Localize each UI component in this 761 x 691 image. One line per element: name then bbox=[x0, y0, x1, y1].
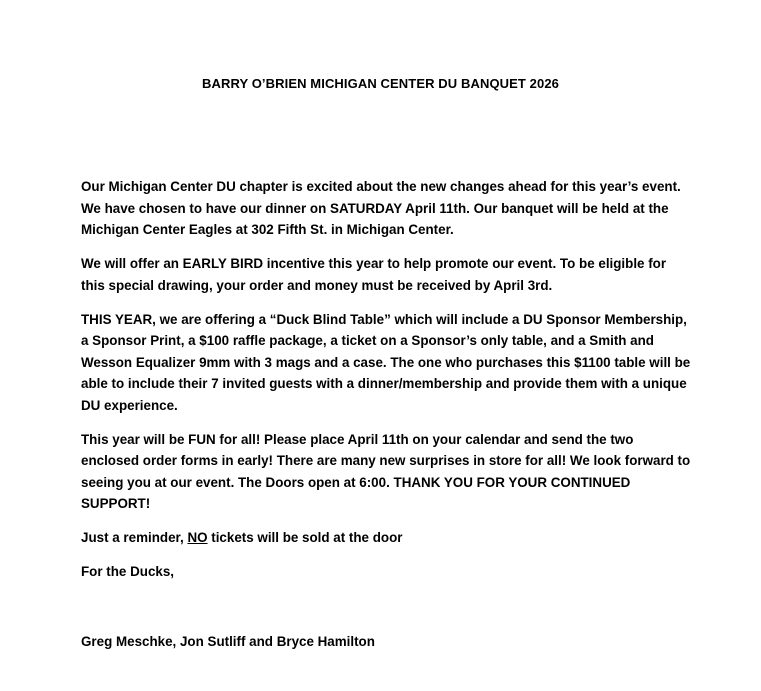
fun-for-all-paragraph: This year will be FUN for all! Please place April 11th on your calendar and send the two enclosed order forms in early! There are many new surprises in store for all! We look forward to seeing you at our event. The Doors open at 6:00. THANK YOU FOR YOUR CONTINUED SUPPORT! bbox=[81, 431, 691, 511]
reminder-paragraph bbox=[81, 527, 691, 549]
letter-body bbox=[81, 176, 691, 665]
reminder-emphasis: NO bbox=[187, 530, 208, 545]
closing-line: For the Ducks, bbox=[81, 564, 175, 579]
reminder-text-before: Just a reminder, bbox=[81, 530, 188, 545]
early-bird-paragraph: We will offer an EARLY BIRD incentive this year to help promote our event. To be eligible for this special drawing, your order and money must be received by April 3rd. bbox=[81, 256, 667, 293]
document-title: BARRY O’BRIEN MICHIGAN CENTER DU BANQUET 2026 bbox=[202, 76, 559, 91]
duck-blind-table-paragraph: THIS YEAR, we are offering a “Duck Blind Table” which will include a DU Sponsor Membership, a Sponsor Print, a $100 raffle package, a ticket on a Sponsor’s only table, and a Smith and Wesson Equalizer 9mm with 3 mags and a case. The one who purchases this $1100 table will be able to include their 7 invited guests with a dinner/membership and provide them with a unique DU experience. bbox=[81, 311, 691, 413]
reminder-text-after: tickets will be sold at the door bbox=[207, 530, 403, 545]
signature-line: Greg Meschke, Jon Sutliff and Bryce Hamilton bbox=[81, 633, 375, 649]
intro-paragraph: Our Michigan Center DU chapter is excited about the new changes ahead for this year’s event. We have chosen to have our dinner on SATURDAY April 11th. Our banquet will be held at the Michigan Center Eagles at 302 Fifth St. in Michigan Center. bbox=[81, 179, 681, 237]
